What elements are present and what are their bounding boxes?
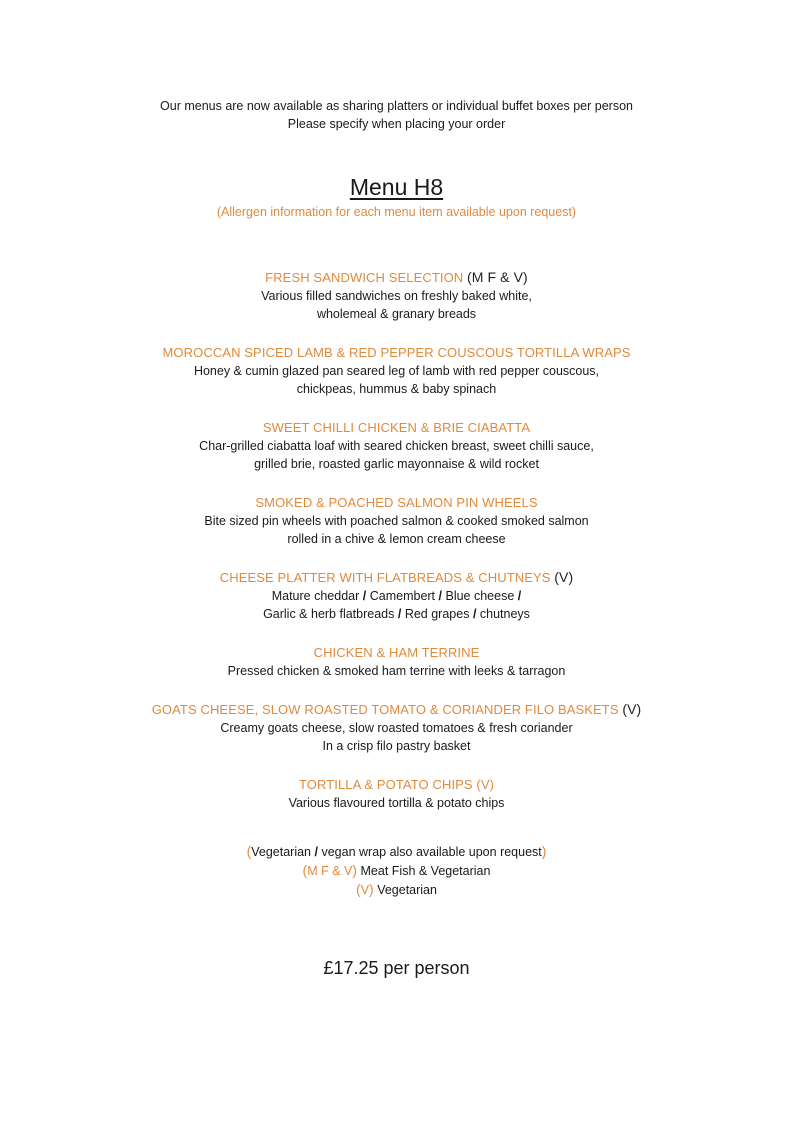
item-name: CHEESE PLATTER WITH FLATBREADS & CHUTNEYS bbox=[219, 570, 551, 585]
intro-line-1: Our menus are now available as sharing platters or individual buffet boxes per person bbox=[160, 99, 633, 113]
item-description: wholemeal & granary breads bbox=[316, 307, 477, 321]
item-description: Bite sized pin wheels with poached salmon & cooked smoked salmon bbox=[204, 514, 589, 528]
item-name: CHICKEN & HAM TERRINE bbox=[313, 645, 480, 660]
item-description: Creamy goats cheese, slow roasted tomatoes & fresh coriander bbox=[220, 721, 573, 735]
item-name: FRESH SANDWICH SELECTION bbox=[265, 270, 464, 285]
menu-item bbox=[0, 568, 793, 623]
item-description: Various filled sandwiches on freshly baked white, bbox=[261, 289, 532, 303]
item-description: Char-grilled ciabatta loaf with seared chicken breast, sweet chilli sauce, bbox=[199, 439, 594, 453]
dietary-legend bbox=[0, 842, 793, 899]
item-name: MOROCCAN SPICED LAMB & RED PEPPER COUSCOUS TORTILLA WRAPS bbox=[162, 345, 631, 360]
allergen-note: (Allergen information for each menu item available upon request) bbox=[216, 205, 577, 219]
item-description: In a crisp filo pastry basket bbox=[322, 739, 471, 753]
item-description: chickpeas, hummus & baby spinach bbox=[296, 382, 497, 396]
menu-item bbox=[0, 775, 793, 812]
menu-item bbox=[0, 418, 793, 473]
legend-line-v: (V) Vegetarian bbox=[356, 881, 437, 897]
legend-line-vegan: (Vegetarian / vegan wrap also available upon request) bbox=[246, 843, 547, 859]
menu-item bbox=[0, 268, 793, 323]
item-tag: (V) bbox=[554, 569, 574, 585]
intro-line-2: Please specify when placing your order bbox=[287, 117, 506, 131]
item-name: SMOKED & POACHED SALMON PIN WHEELS bbox=[255, 495, 538, 510]
item-description: Honey & cumin glazed pan seared leg of lamb with red pepper couscous, bbox=[193, 364, 600, 378]
menu-title: Menu H8 bbox=[349, 174, 444, 200]
item-description: rolled in a chive & lemon cream cheese bbox=[287, 532, 506, 546]
item-description: Mature cheddar / Camembert / Blue cheese / bbox=[271, 589, 522, 603]
legend-line-mfv: (M F & V) Meat Fish & Vegetarian bbox=[302, 862, 491, 878]
title-block bbox=[0, 172, 793, 221]
item-name: SWEET CHILLI CHICKEN & BRIE CIABATTA bbox=[262, 420, 531, 435]
price-per-person: £17.25 per person bbox=[323, 958, 470, 978]
item-description: Pressed chicken & smoked ham terrine with leeks & tarragon bbox=[227, 664, 566, 678]
menu-item bbox=[0, 493, 793, 548]
intro-text bbox=[0, 97, 793, 133]
item-name: GOATS CHEESE, SLOW ROASTED TOMATO & CORIANDER FILO BASKETS bbox=[151, 702, 619, 717]
menu-item bbox=[0, 343, 793, 398]
item-description: grilled brie, roasted garlic mayonnaise & wild rocket bbox=[254, 457, 539, 471]
item-tag: (V) bbox=[622, 701, 642, 717]
menu-item bbox=[0, 700, 793, 755]
item-description: Garlic & herb flatbreads / Red grapes / chutneys bbox=[263, 607, 530, 621]
item-name: TORTILLA & POTATO CHIPS bbox=[298, 777, 473, 792]
item-tag: (M F & V) bbox=[467, 269, 528, 285]
menu-items bbox=[0, 268, 793, 832]
item-description: Various flavoured tortilla & potato chips bbox=[288, 796, 505, 810]
item-tag: (V) bbox=[476, 777, 495, 792]
menu-item bbox=[0, 643, 793, 680]
